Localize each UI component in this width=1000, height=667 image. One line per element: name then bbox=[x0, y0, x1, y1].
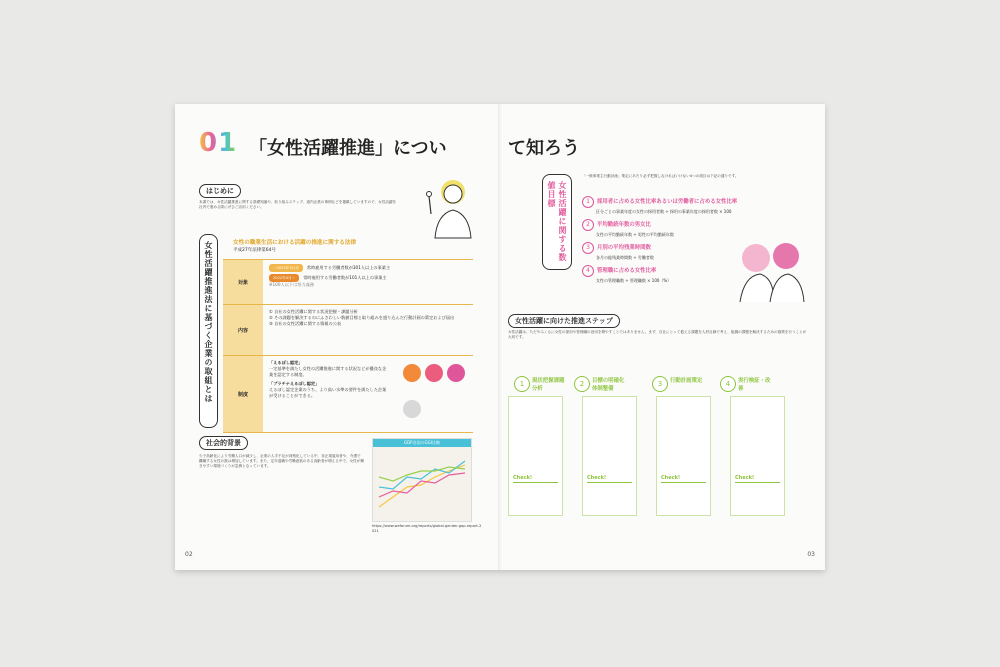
side-title-left: 女性活躍推進法に基づく企業の取組とは bbox=[199, 234, 218, 428]
goal-item-1 bbox=[582, 196, 792, 215]
target-line: 常時雇用する労働者数が301人以上の事業主 bbox=[306, 265, 391, 270]
goal-desc: 女性の平均勤続年数 ÷ 男性の平均勤続年数 bbox=[596, 232, 674, 237]
check-heading: Check! bbox=[735, 475, 780, 483]
table-row-target bbox=[223, 260, 473, 305]
side-title-right: 女性活躍に関する数値目標 bbox=[542, 174, 572, 270]
target-note: ※100人以下は努力義務 bbox=[269, 282, 315, 287]
intro-text: 本書では、女性活躍推進に関する基礎知識や、取り組みステップ、道内企業の事例などを掲載していますので、女性活躍を社内で進める際にぜひご活用ください。 bbox=[199, 200, 397, 210]
background-tag: 社会的背景 bbox=[199, 436, 248, 450]
row-label: 対象 bbox=[223, 260, 263, 304]
law-table bbox=[223, 259, 473, 433]
check-heading: Check! bbox=[587, 475, 632, 483]
system-line: 一定基準を満たし女性の活躍推進に関する状況などが優良な企業を認定する制度。 bbox=[269, 366, 387, 377]
step-number: 2 bbox=[574, 376, 590, 392]
goal-number: 3 bbox=[582, 242, 594, 254]
background-text: 少子高齢化により労働人口が減少し、企業の人手不足が深刻化している中、非正規雇用者や、介護で離職する女性の数は増加しています。また、定年退職や労働意欲のある高齢者が増える中で、女性が働きやすい環境づくりが急務となっています。 bbox=[199, 454, 364, 469]
steps-lead: 女性活躍は、ただやみくもに女性の採用や管理職の登用を増やすことではありません。まず、自社にとって抱える課題を人材目線で考え、組織の課題を解決するための施策を行うことが大切です。 bbox=[508, 330, 807, 340]
chart-source: https://www.weforum.org/reports/global-gender-gap-report-2021 bbox=[372, 524, 482, 534]
step-card-4 bbox=[730, 396, 785, 516]
goal-number: 2 bbox=[582, 219, 594, 231]
step-number: 3 bbox=[652, 376, 668, 392]
section-number: 01 bbox=[199, 128, 238, 158]
chart-lines bbox=[373, 447, 471, 519]
goal-number: 4 bbox=[582, 265, 594, 277]
step-number: 4 bbox=[720, 376, 736, 392]
goal-number: 1 bbox=[582, 196, 594, 208]
page-title-right: て知ろう bbox=[508, 138, 580, 159]
eruboshi-badge-2 bbox=[425, 364, 443, 382]
system-line: 「えるぼし認定」 bbox=[269, 360, 303, 365]
date-pill: 2022年4月～ bbox=[269, 274, 299, 282]
page-title-left: 「女性活躍推進」につい bbox=[249, 138, 447, 159]
step-card-2 bbox=[582, 396, 637, 516]
table-row-system bbox=[223, 356, 473, 433]
step-number: 1 bbox=[514, 376, 530, 392]
table-row-content bbox=[223, 305, 473, 356]
page-number-right: 03 bbox=[807, 551, 815, 558]
woman-illustration bbox=[415, 170, 485, 240]
check-heading: Check! bbox=[513, 475, 558, 483]
eruboshi-badge-1 bbox=[403, 364, 421, 382]
goal-title: 管理職に占める女性比率 bbox=[597, 268, 657, 274]
ggi-chart bbox=[372, 438, 472, 522]
goal-item-4 bbox=[582, 265, 732, 284]
goal-desc: 区分ごとの事業年度の女性の採用者数 ÷ 採用の事業年度の採用者数 × 100 bbox=[596, 209, 732, 214]
step-card-1 bbox=[508, 396, 563, 516]
content-line: ③ 自社の女性活躍に関する情報の公表 bbox=[269, 321, 342, 326]
check-heading: Check! bbox=[661, 475, 706, 483]
left-page bbox=[175, 104, 500, 570]
people-illustration bbox=[730, 234, 810, 304]
brochure-spread bbox=[175, 104, 825, 570]
page-number-left: 02 bbox=[185, 551, 193, 558]
gutter-shadow bbox=[498, 104, 502, 570]
law-subtitle: 平成27年法律第64号 bbox=[233, 248, 276, 253]
goals-lead: 「一般事業主行動計画」策定にあたり必ず把握しなければいけない4つの項目は下記の通りです。 bbox=[582, 174, 739, 178]
row-label: 内容 bbox=[223, 305, 263, 355]
step-label: 実行検証・改善 bbox=[738, 378, 771, 392]
step-label: 行動計画策定 bbox=[670, 378, 703, 384]
system-line: 「プラチナえるぼし認定」 bbox=[269, 381, 320, 386]
right-page bbox=[500, 104, 825, 570]
chart-title: GDP各国のGGI比較 bbox=[373, 439, 471, 447]
platinum-badge bbox=[403, 400, 421, 418]
system-line: えるぼし認定企業のうち、より高い水準の要件を満たした企業が受けることができる。 bbox=[269, 387, 387, 398]
step-label: 現状把握課題分析 bbox=[532, 378, 565, 392]
content-line: ② その課題を解決するのにふさわしい数値目標と取り組みを盛り込んだ行動計画の策定および届出 bbox=[269, 315, 455, 320]
eruboshi-badge-3 bbox=[447, 364, 465, 382]
goal-item-2 bbox=[582, 219, 722, 238]
row-label: 制度 bbox=[223, 356, 263, 432]
date-pill: ～2022年3月末 bbox=[269, 264, 303, 272]
step-card-3 bbox=[656, 396, 711, 516]
step-label: 目標の明確化体制整備 bbox=[592, 378, 625, 392]
intro-tag: はじめに bbox=[199, 184, 241, 198]
goal-desc: 女性の管理職数 ÷ 管理職数 × 100（%） bbox=[596, 278, 672, 283]
goal-title: 平均勤続年数の男女比 bbox=[597, 222, 651, 228]
steps-tag: 女性活躍に向けた推進ステップ bbox=[508, 314, 620, 328]
goal-title: 月別の平均残業時間数 bbox=[597, 245, 651, 251]
goal-item-3 bbox=[582, 242, 722, 261]
target-line: 常時雇用する労働者数が101人以上の事業主 bbox=[303, 275, 387, 280]
law-title: 女性の職業生活における活躍の推進に関する法律 bbox=[233, 240, 357, 246]
goal-desc: 各月の総残業時間数 ÷ 労働者数 bbox=[596, 255, 654, 260]
content-line: ① 自社の女性活躍に関する状況把握・課題分析 bbox=[269, 309, 358, 314]
goal-title: 採用者に占める女性比率あるいは労働者に占める女性比率 bbox=[597, 199, 738, 205]
